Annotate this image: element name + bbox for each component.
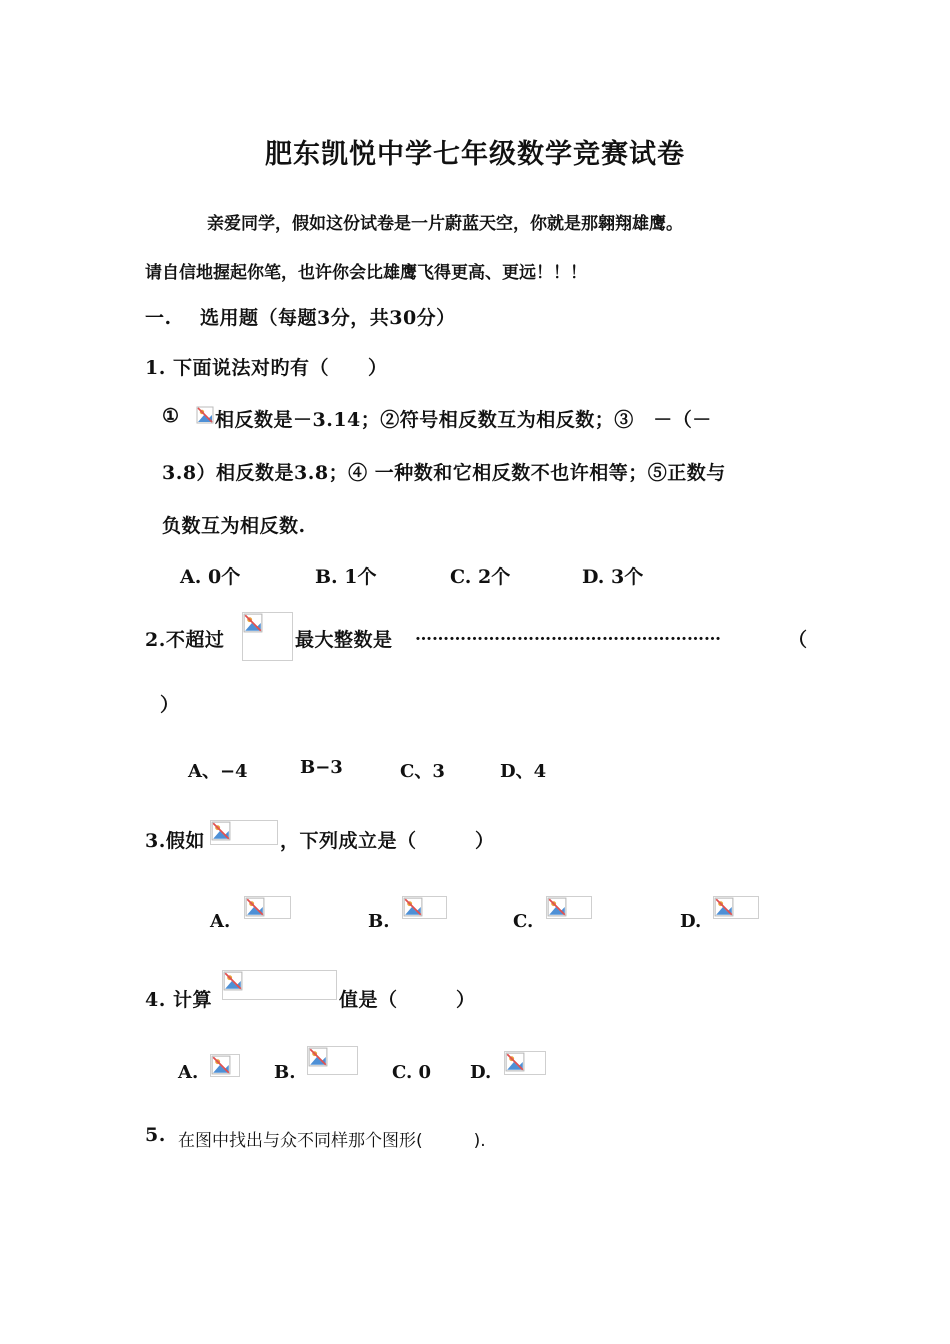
question-1-option-c: C. 2个 — [450, 566, 511, 588]
broken-image-icon — [210, 820, 278, 845]
question-3-option-d: D. — [680, 911, 702, 932]
question-5-text: 在图中找出与众不同样那个图形( ). — [178, 1131, 486, 1151]
section-heading: 选用题（每题3分，共30分） — [200, 307, 456, 329]
question-1-line-2: 3.8）相反数是3.8；④ 一种数和它相反数不也许相等；⑤正数与 — [162, 462, 726, 484]
page-title: 肥东凯悦中学七年级数学竞赛试卷 — [265, 139, 685, 170]
question-2-option-b: B−3 — [300, 757, 343, 778]
broken-image-icon — [210, 1054, 240, 1077]
intro-line-1: 亲爱同学，假如这份试卷是一片蔚蓝天空，你就是那翱翔雄鹰。 — [207, 214, 683, 234]
question-4-option-a: A. — [178, 1062, 199, 1083]
question-2-paren-close: ） — [160, 694, 180, 716]
question-1-line-1-prefix: ① — [162, 405, 180, 427]
question-4-prefix: 4. 计算 — [145, 989, 212, 1011]
question-2-paren-open: （ — [788, 629, 808, 651]
broken-image-icon — [402, 896, 447, 919]
broken-image-icon — [307, 1046, 358, 1075]
broken-image-icon — [504, 1051, 546, 1075]
question-4-option-d: D. — [470, 1062, 492, 1083]
question-1-line-1: 相反数是－3.14；②符号相反数互为相反数；③ －（－ — [215, 409, 712, 431]
question-3-option-a: A. — [210, 911, 231, 932]
question-2-stem: 最大整数是 — [295, 629, 393, 651]
broken-image-icon — [222, 970, 337, 1000]
question-4-stem: 值是（ ） — [339, 989, 476, 1011]
question-3-option-b: B. — [368, 911, 390, 932]
question-2-option-d: D、4 — [500, 761, 547, 782]
broken-image-icon — [242, 612, 293, 661]
question-2-option-a: A、−4 — [188, 761, 248, 782]
broken-image-icon — [546, 896, 592, 919]
intro-line-2: 请自信地握起你笔，也许你会比雄鹰飞得更高、更远！！！ — [145, 263, 587, 283]
question-2-option-c: C、3 — [400, 761, 445, 782]
section-number: 一. — [145, 307, 172, 329]
broken-image-icon — [244, 896, 291, 919]
question-2-dot-leader: ……………………………………………… — [415, 625, 721, 645]
question-2-prefix: 2.不超过 — [145, 629, 225, 651]
question-4-option-b: B. — [274, 1062, 296, 1083]
question-3-stem: ，下列成立是（ ） — [280, 830, 495, 852]
question-5-number: 5. — [145, 1124, 166, 1146]
question-3-prefix: 3.假如 — [145, 830, 205, 852]
question-1-option-d: D. 3个 — [582, 566, 644, 588]
question-1-option-b: B. 1个 — [315, 566, 377, 588]
question-1-option-a: A. 0个 — [180, 566, 241, 588]
question-3-option-c: C. — [513, 911, 534, 932]
question-4-option-c: C. 0 — [392, 1062, 432, 1083]
broken-image-icon — [713, 896, 759, 919]
broken-image-icon — [196, 406, 214, 424]
question-1-line-3: 负数互为相反数. — [162, 515, 306, 537]
question-1-stem: 1. 下面说法对旳有（ ） — [145, 357, 388, 379]
